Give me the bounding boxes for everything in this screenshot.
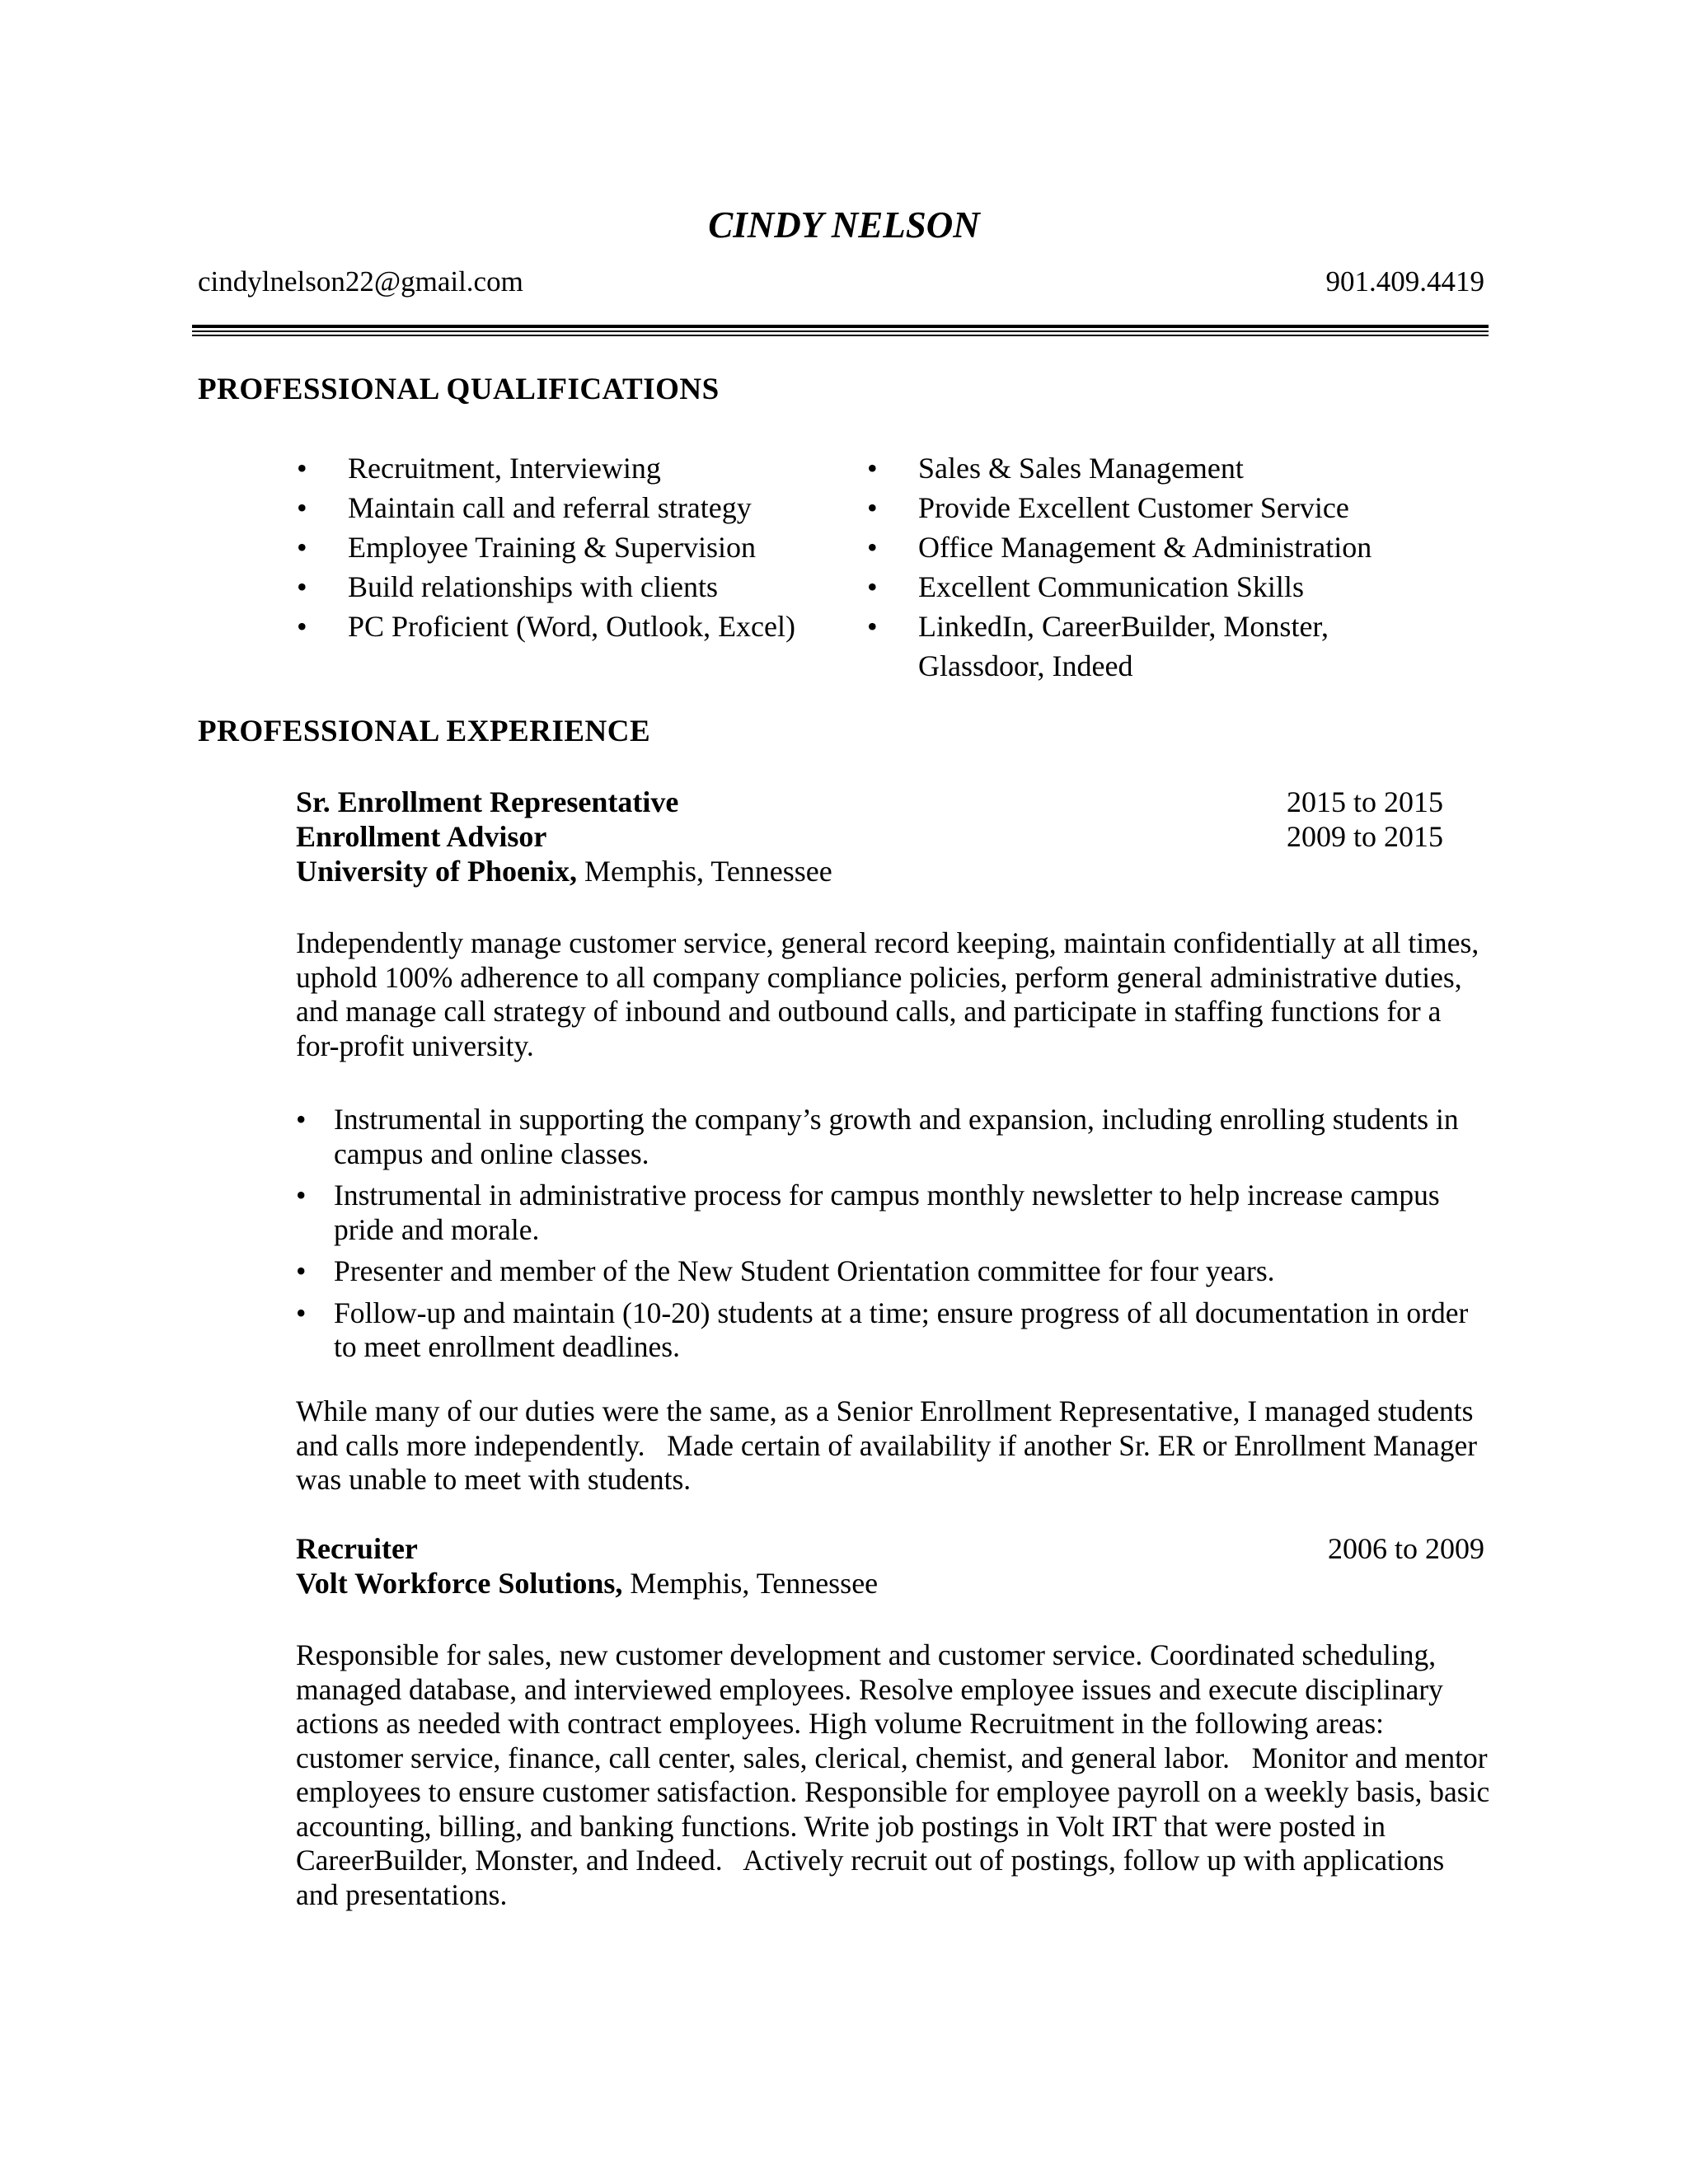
bullet-icon: • — [867, 531, 878, 564]
job-closing: While many of our duties were the same, as a Senior Enrollment Representative, I managed students and calls more independently. Made certain of availability if another Sr. ER or Enrollment Manager was unable to meet with students. — [296, 1394, 1484, 1496]
bullet-icon: • — [297, 610, 307, 643]
list-item: • PC Proficient (Word, Outlook, Excel) — [297, 607, 795, 646]
phone-number: 901.409.4419 — [1325, 265, 1484, 298]
email-address: cindylnelson22@gmail.com — [198, 265, 523, 298]
bullet-icon: • — [867, 610, 878, 643]
list-item: • Excellent Communication Skills — [867, 567, 1380, 607]
bullet-icon: • — [296, 1296, 307, 1329]
qualifications-heading: PROFESSIONAL QUALIFICATIONS — [198, 373, 720, 406]
list-item: • Office Management & Administration — [867, 527, 1380, 567]
bullet-icon: • — [296, 1103, 307, 1136]
company-location: Memphis, Tennessee — [584, 855, 832, 888]
job-dates: 2006 to 2009 — [1327, 1532, 1484, 1565]
bullet-icon: • — [297, 452, 307, 485]
bullet-icon: • — [867, 491, 878, 524]
header-rule-middle — [192, 330, 1489, 332]
bullet-icon: • — [297, 570, 307, 603]
experience-heading: PROFESSIONAL EXPERIENCE — [198, 715, 651, 748]
bullet-icon: • — [867, 570, 878, 603]
company-name: University of Phoenix, — [296, 855, 577, 888]
list-item: • Instrumental in supporting the company’s growth and expansion, including enrolling students in campus and online classes. — [296, 1103, 1459, 1170]
job-summary: Independently manage customer service, general record keeping, maintain confidentially at all times, uphold 100% adherence to all company compliance policies, perform general administrative duties, and manage call strategy of inbound and outbound calls, and participate in staffing functions for a for-profit university. — [296, 926, 1479, 1062]
job-organization — [296, 854, 832, 889]
job-bullet-list — [296, 1103, 1491, 1372]
candidate-name: CINDY NELSON — [708, 204, 980, 246]
list-item: • Employee Training & Supervision — [297, 527, 795, 567]
job-organization — [296, 1566, 878, 1601]
job-dates: 2015 to 2015 — [1286, 785, 1443, 818]
job-title: Recruiter — [296, 1532, 418, 1565]
bullet-icon: • — [867, 452, 878, 485]
qualifications-list-right — [867, 448, 1380, 686]
bullet-icon: • — [297, 491, 307, 524]
bullet-icon: • — [296, 1179, 307, 1212]
company-name: Volt Workforce Solutions, — [296, 1567, 623, 1600]
list-item: • Sales & Sales Management — [867, 448, 1380, 488]
job-summary: Responsible for sales, new customer development and customer service. Coordinated scheduling, managed database, and interviewed employees. Resolve employee issues and execute disciplinary actions as needed with contract employees. High volume Recruitment in the following areas: customer service, finance, call center, sales, clerical, chemist, and general labor. Monitor and mentor employees to ensure customer satisfaction. Responsible for employee payroll on a weekly basis, basic accounting, billing, and banking functions. Write job postings in Volt IRT that were posted in CareerBuilder, Monster, and Indeed. Actively recruit out of postings, follow up with applications and presentations. — [296, 1638, 1498, 1911]
list-item: • Provide Excellent Customer Service — [867, 488, 1380, 527]
list-item: • Recruitment, Interviewing — [297, 448, 795, 488]
header-rule-bottom — [192, 335, 1489, 336]
bullet-icon: • — [296, 1254, 307, 1287]
job-title: Enrollment Advisor — [296, 820, 547, 853]
list-item: • LinkedIn, CareerBuilder, Monster, Glassdoor, Indeed — [867, 607, 1380, 686]
job-title: Sr. Enrollment Representative — [296, 785, 679, 818]
list-item: • Presenter and member of the New Student Orientation committee for four years. — [296, 1254, 1275, 1287]
list-item: • Build relationships with clients — [297, 567, 795, 607]
bullet-icon: • — [297, 531, 307, 564]
list-item: • Follow-up and maintain (10-20) students at a time; ensure progress of all documentation in order to meet enrollment deadlines. — [296, 1296, 1469, 1363]
list-item: • Instrumental in administrative process for campus monthly newsletter to help increase campus pride and morale. — [296, 1179, 1440, 1246]
job-dates: 2009 to 2015 — [1286, 820, 1443, 853]
header-rule-top — [192, 325, 1489, 328]
qualifications-list-left — [297, 448, 795, 646]
list-item: • Maintain call and referral strategy — [297, 488, 795, 527]
company-location: Memphis, Tennessee — [630, 1567, 879, 1600]
